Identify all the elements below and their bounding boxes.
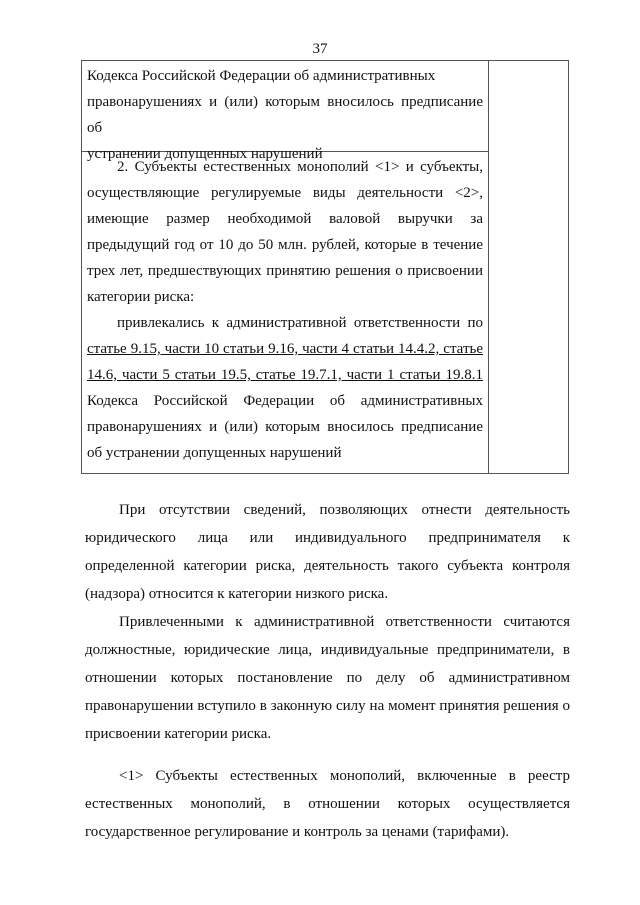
cell1-line-2: правонарушениях и (или) которым вносилось предписание об (87, 94, 483, 136)
table-column-divider (488, 61, 489, 473)
cell1-line-3: устранении допущенных нарушений (87, 146, 323, 162)
cell1-line-1: Кодекса Российской Федерации об административных (87, 68, 436, 84)
criteria-table (81, 60, 569, 474)
criterion-2-liability (87, 310, 483, 466)
table-cell-criterion-2 (87, 154, 483, 466)
paragraph-no-data: При отсутствии сведений, позволяющих отнести деятельность юридического лица или индивидуального предпринимателя к определенной категории риска, деятельность такого субъекта контроля (надзора) относится к категории низкого риска. (85, 502, 570, 602)
footnote-1: <1> Субъекты естественных монополий, включенные в реестр естественных монополий, в отношении которых осуществляется государственное регулирование и контроль за ценами (тарифами). (85, 768, 570, 840)
body-text (85, 496, 570, 846)
liability-intro: привлекались к административной ответственности по (117, 315, 483, 331)
page-number: 37 (312, 41, 328, 57)
liability-articles-link[interactable]: статье 9.15, части 10 статьи 9.16, части 4 статьи 14.4.2, статье 14.6, части 5 статьи 19.5, статье 19.7.1, части 1 статьи 19.8.1 (87, 341, 483, 383)
paragraph-liability-definition: Привлеченными к административной ответственности считаются должностные, юридические лица, индивидуальные предприниматели, в отношении которых постановление по делу об административном правонарушении вступило в законную силу на момент принятия решения о присвоении категории риска. (85, 614, 570, 742)
criterion-2-text: 2. Субъекты естественных монополий <1> и субъекты, осуществляющие регулируемые виды деятельности <2>, имеющие размер необходимой валовой выручки за предыдущий год от 10 до 50 млн. рублей, которые в течение трех лет, предшествующих принятию решения о присвоении категории риска: (87, 159, 483, 305)
table-cell-continuation (87, 63, 483, 167)
liability-tail: Кодекса Российской Федерации об административных правонарушениях и (или) которым вносилось предписание об устранении допущенных нарушений (87, 393, 483, 461)
